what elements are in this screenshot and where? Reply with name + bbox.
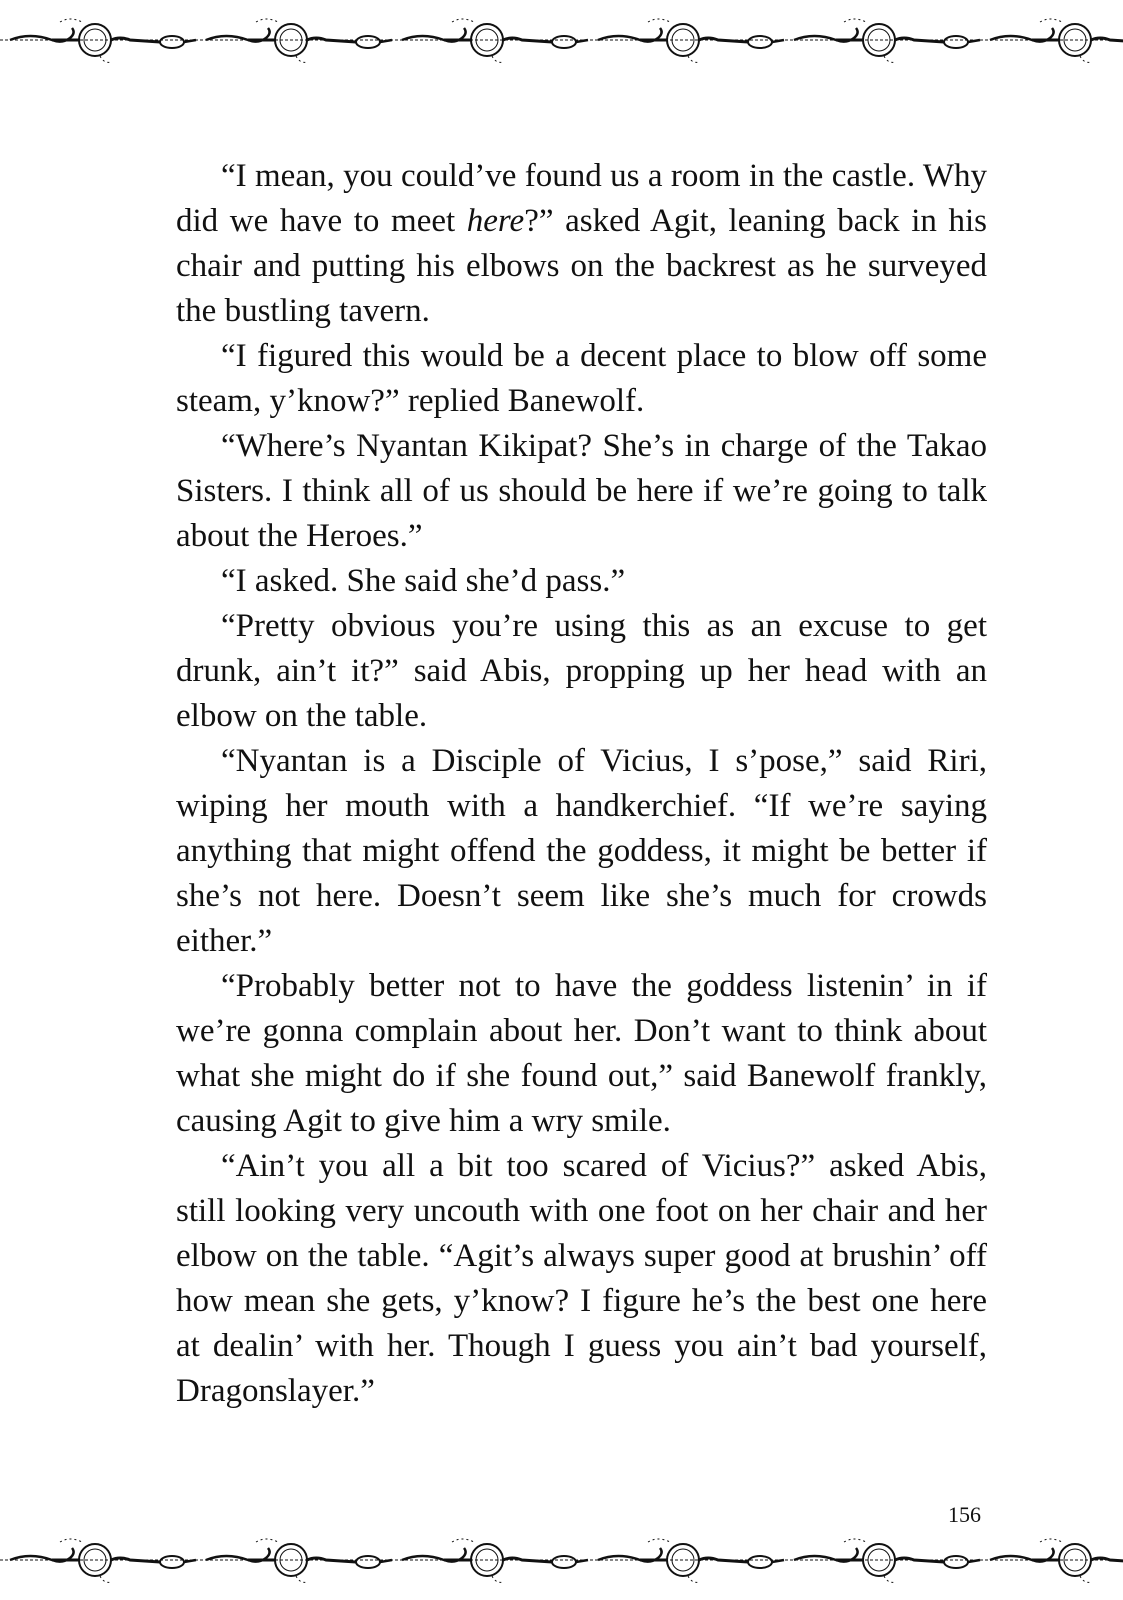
- paragraph: “Ain’t you all a bit too scared of Vicius?” asked Abis, still looking very uncouth with one foot on her chair and her elbow on the table. “Agit’s always super good at brushin’ off how mean she gets, y’know? I figure he’s the best one here at dealin’ with her. Though I guess you ain’t bad yourself, Dragonslayer.”: [176, 1148, 987, 1409]
- paragraph: “Nyantan is a Disciple of Vicius, I s’pose,” said Riri, wiping her mouth with a handkerchief. “If we’re saying anything that might offend the goddess, it might be better if she’s not here. Doesn’t seem like she’s much for crowds either.”: [176, 743, 987, 959]
- paragraph: “Pretty obvious you’re using this as an excuse to get drunk, ain’t it?” said Abis, propping up her head with an elbow on the table.: [176, 608, 987, 734]
- top-chain-border: [0, 0, 1123, 70]
- paragraph: “I figured this would be a decent place to blow off some steam, y’know?” replied Banewolf.: [176, 338, 987, 419]
- body-text: [176, 154, 987, 1414]
- page-number: 156: [948, 1502, 981, 1527]
- paragraph: “I mean, you could’ve found us a room in the castle. Why did we have to meet here?” asked Agit, leaning back in his chair and putting his elbows on the backrest as he surveyed the bustling tavern.: [176, 158, 987, 329]
- paragraph: “Where’s Nyantan Kikipat? She’s in charge of the Takao Sisters. I think all of us should be here if we’re going to talk about the Heroes.”: [176, 428, 987, 554]
- bottom-chain-border: [0, 1520, 1123, 1590]
- paragraph: “I asked. She said she’d pass.”: [221, 563, 626, 599]
- paragraph: “Probably better not to have the goddess listenin’ in if we’re gonna complain about her. Don’t want to think about what she might do if she found out,” said Banewolf frankly, causing Agit to give him a wry smile.: [176, 968, 987, 1139]
